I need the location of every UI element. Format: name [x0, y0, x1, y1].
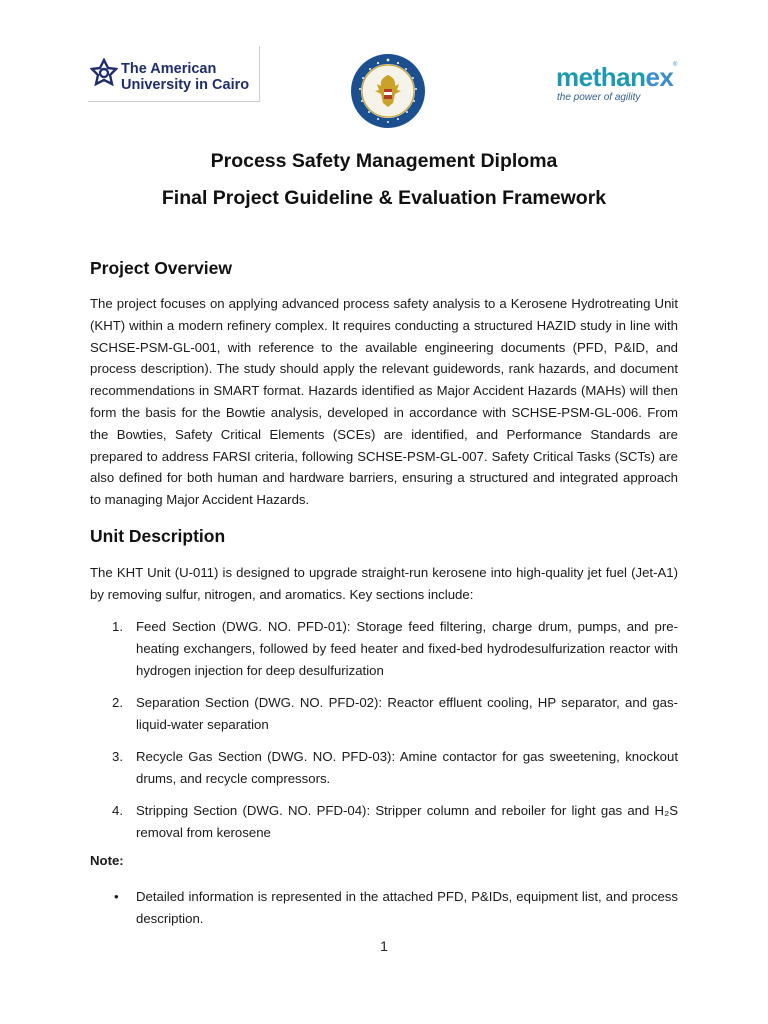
- methanex-reg-mark: ®: [673, 62, 678, 68]
- list-item-text: Stripping Section (DWG. NO. PFD-04): Stripper column and reboiler for light gas and H₂S removal from kerosene: [136, 803, 678, 840]
- methanex-logo-word-start: methan: [556, 62, 646, 92]
- list-item: [90, 692, 678, 736]
- project-overview-body: The project focuses on applying advanced process safety analysis to a Kerosene Hydrotreating Unit (KHT) within a modern refinery complex. It requires conducting a structured HAZID study in line with SCHSE-PSM-GL-001, with reference to the available engineering documents (PFD, P&ID, and process description). The study should apply the relevant guidewords, rank hazards, and document recommendations in SMART format. Hazards identified as Major Accident Hazards (MAHs) will then form the basis for the Bowtie analysis, developed in accordance with SCHSE-PSM-GL-006. From the Bowties, Safety Critical Elements (SCEs) are identified, and Performance Standards are prepared to address FARSI criteria, following SCHSE-PSM-GL-007. Safety Critical Tasks (SCTs) are also defined for both human and hardware barriers, ensuring a structured and integrated approach to managing Major Accident Hazards.: [90, 296, 678, 508]
- list-item-number: 1.: [112, 619, 123, 634]
- list-item-number: 3.: [112, 748, 123, 764]
- auc-logo-line1: The American: [121, 61, 217, 77]
- list-item-text: Separation Section (DWG. NO. PFD-02): Reactor effluent cooling, HP separator, and gas-liquid-water separation: [136, 694, 678, 732]
- unit-description-heading: Unit Description: [90, 526, 226, 546]
- methanex-logo: [553, 62, 683, 112]
- document-title-line2: Final Project Guideline & Evaluation Framework: [161, 187, 607, 209]
- project-overview-heading: Project Overview: [90, 258, 233, 278]
- ministry-seal-icon: [350, 53, 426, 129]
- list-item-text: Detailed information is represented in the attached PFD, P&IDs, equipment list, and process description.: [136, 889, 678, 926]
- list-item: [90, 886, 678, 930]
- document-title-line1: Process Safety Management Diploma: [210, 150, 558, 172]
- list-item-number: 2.: [112, 694, 123, 710]
- list-item: [90, 800, 678, 844]
- auc-logo: [88, 46, 260, 102]
- note-bullet-list: [90, 886, 678, 930]
- list-item-text: Feed Section (DWG. NO. PFD-01): Storage feed filtering, charge drum, pumps, and pre-heating exchangers, followed by feed heater and fixed-bed hydrodesulfurization reactor with hydrogen injection for deep desulfurization: [136, 619, 678, 678]
- unit-description-intro: The KHT Unit (U-011) is designed to upgrade straight-run kerosene into high-quality jet fuel (Jet-A1) by removing sulfur, nitrogen, and aromatics. Key sections include:: [90, 565, 678, 602]
- auc-logo-text: [121, 61, 249, 93]
- methanex-tagline: the power of agility: [557, 92, 641, 103]
- list-item: [90, 616, 678, 681]
- auc-star-icon: [90, 58, 118, 92]
- unit-sections-list: [90, 616, 678, 854]
- list-item-number: 4.: [112, 803, 123, 819]
- list-item-text: Recycle Gas Section (DWG. NO. PFD-03): Amine contactor for gas sweetening, knockout drums, and recycle compressors.: [136, 748, 678, 786]
- note-label: Note:: [90, 853, 124, 868]
- methanex-logo-word: [556, 62, 673, 92]
- bullet-icon: •: [114, 889, 119, 904]
- auc-logo-line2: University in Cairo: [121, 77, 250, 93]
- list-item: [90, 746, 678, 790]
- page-number: 1: [380, 938, 388, 954]
- methanex-logo-word-end: ex: [645, 62, 674, 92]
